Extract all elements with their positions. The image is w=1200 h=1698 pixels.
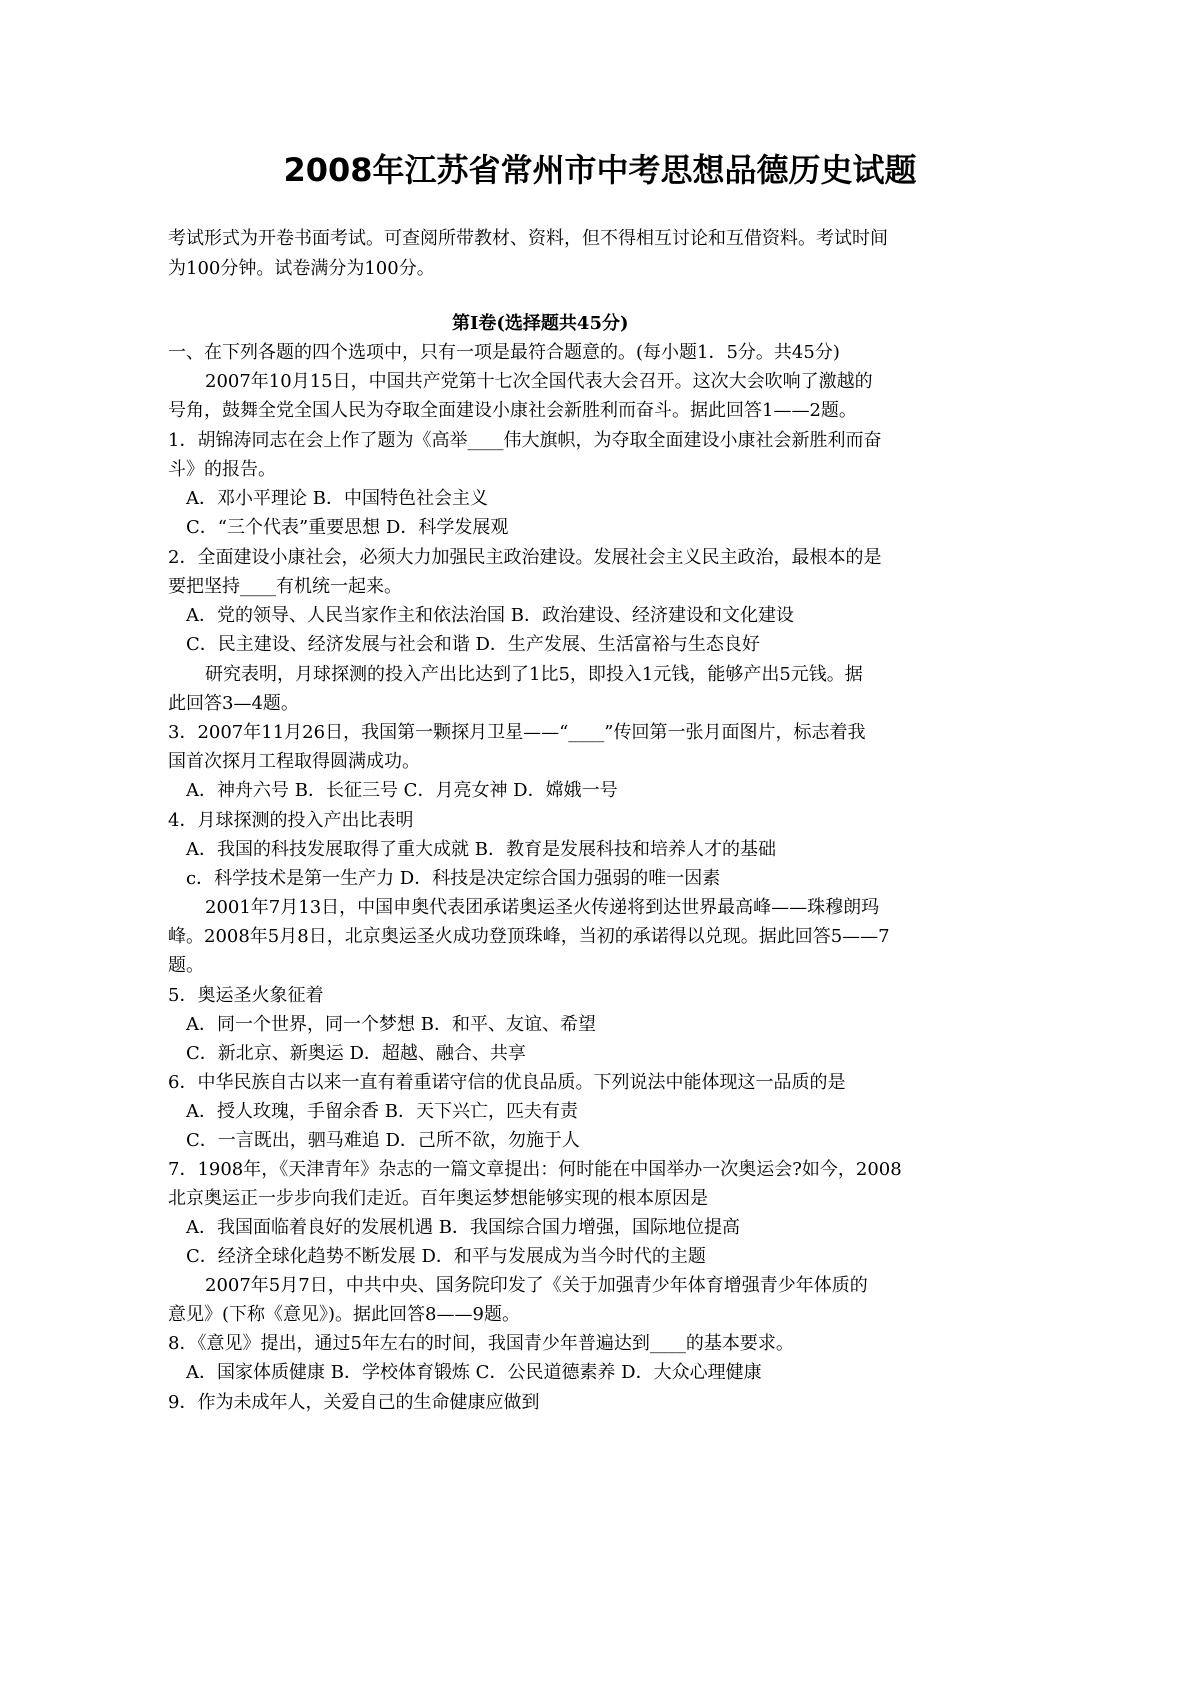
text-line: 考试形式为开卷书面考试。可查阅所带教材、资料，但不得相互讨论和互借资料。考试时间 [168, 228, 888, 249]
text-line: 要把坚持____有机统一起来。 [168, 576, 402, 597]
text-line: 研究表明，月球探测的投入产出比达到了1比5，即投入1元钱，能够产出5元钱。据 [205, 664, 863, 685]
text-line: 此回答3—4题。 [168, 693, 299, 714]
section-heading: 第Ⅰ卷(选择题共45分) [452, 313, 629, 334]
text-line: A．我国面临着良好的发展机遇 B．我国综合国力增强，国际地位提高 [186, 1217, 740, 1238]
text-line: C．一言既出，驷马难追 D．己所不欲，勿施于人 [186, 1130, 580, 1151]
text-line: 2007年10月15日，中国共产党第十七次全国代表大会召开。这次大会吹响了激越的 [205, 371, 873, 392]
text-line: A．我国的科技发展取得了重大成就 B．教育是发展科技和培养人才的基础 [186, 839, 776, 860]
text-line: 6．中华民族自古以来一直有着重诺守信的优良品质。下列说法中能体现这一品质的是 [168, 1072, 846, 1093]
text-line: 5．奥运圣火象征着 [168, 985, 324, 1006]
text-line: A．邓小平理论 B．中国特色社会主义 [186, 488, 488, 509]
text-line: 2．全面建设小康社会，必须大力加强民主政治建设。发展社会主义民主政治，最根本的是 [168, 547, 882, 568]
text-line: C．经济全球化趋势不断发展 D．和平与发展成为当今时代的主题 [186, 1246, 706, 1267]
text-line: 7．1908年，《天津青年》杂志的一篇文章提出：何时能在中国举办一次奥运会?如今，2008 [168, 1159, 902, 1180]
text-line: 2007年5月7日，中共中央、国务院印发了《关于加强青少年体育增强青少年体质的 [205, 1275, 868, 1296]
text-line: A．国家体质健康 B．学校体育锻炼 C．公民道德素养 D．大众心理健康 [186, 1362, 762, 1383]
text-line: 北京奥运正一步步向我们走近。百年奥运梦想能够实现的根本原因是 [168, 1188, 708, 1209]
text-line: 峰。2008年5月8日，北京奥运圣火成功登顶珠峰，当初的承诺得以兑现。据此回答5——7 [168, 926, 890, 947]
text-line: A．神舟六号 B．长征三号 C．月亮女神 D．嫦娥一号 [186, 780, 618, 801]
text-line: 1．胡锦涛同志在会上作了题为《高举____伟大旗帜，为夺取全面建设小康社会新胜利而奋 [168, 430, 882, 451]
text-line: 意见》(下称《意见》)。据此回答8——9题。 [168, 1304, 520, 1325]
text-line: 为100分钟。试卷满分为100分。 [168, 258, 435, 279]
text-line: A．授人玫瑰，手留余香 B．天下兴亡，匹夫有责 [186, 1101, 578, 1122]
text-line: c．科学技术是第一生产力 D．科技是决定综合国力强弱的唯一因素 [186, 868, 721, 889]
text-line: 8．《意见》提出，通过5年左右的时间，我国青少年普遍达到____的基本要求。 [168, 1333, 794, 1354]
text-line: C．民主建设、经济发展与社会和谐 D．生产发展、生活富裕与生态良好 [186, 634, 760, 655]
text-line: C．新北京、新奥运 D．超越、融合、共享 [186, 1043, 526, 1064]
text-line: A．同一个世界，同一个梦想 B．和平、友谊、希望 [186, 1014, 596, 1035]
text-line: 9．作为未成年人，关爱自己的生命健康应做到 [168, 1392, 540, 1413]
text-line: 斗》的报告。 [168, 459, 276, 480]
text-line: 4．月球探测的投入产出比表明 [168, 810, 414, 831]
text-line: 国首次探月工程取得圆满成功。 [168, 751, 420, 772]
text-line: A．党的领导、人民当家作主和依法治国 B．政治建设、经济建设和文化建设 [186, 605, 794, 626]
text-line: 一、在下列各题的四个选项中，只有一项是最符合题意的。(每小题1．5分。共45分) [168, 342, 840, 363]
text-line: 2001年7月13日，中国申奥代表团承诺奥运圣火传递将到达世界最高峰——珠穆朗玛 [205, 897, 880, 918]
text-line: 号角，鼓舞全党全国人民为夺取全面建设小康社会新胜利而奋斗。据此回答1——2题。 [168, 400, 857, 421]
page-title: 2008年江苏省常州市中考思想品德历史试题 [283, 151, 917, 189]
text-line: 题。 [168, 955, 204, 976]
text-line: C．“三个代表”重要思想 D．科学发展观 [186, 517, 509, 538]
text-line: 3．2007年11月26日，我国第一颗探月卫星——“____”传回第一张月面图片，标志着我 [168, 722, 866, 743]
